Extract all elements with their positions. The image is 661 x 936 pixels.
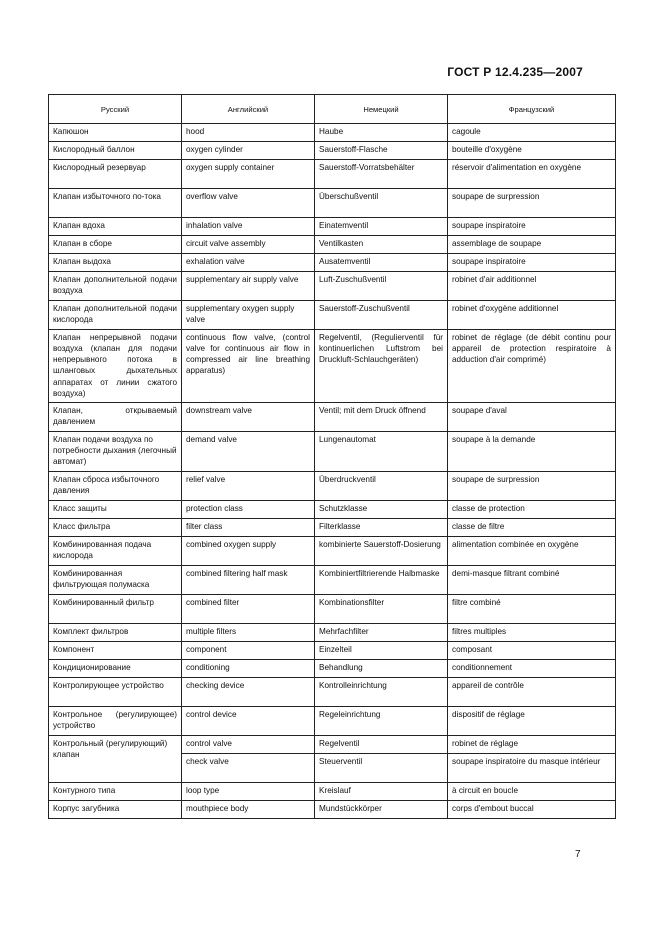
table-row xyxy=(49,736,616,754)
glossary-table xyxy=(48,94,616,819)
table-header-row xyxy=(49,95,616,124)
cell-english: component xyxy=(182,642,315,660)
cell-english: protection class xyxy=(182,501,315,519)
cell-german: Ausatemventil xyxy=(315,254,448,272)
table-row xyxy=(49,472,616,501)
cell-english: demand valve xyxy=(182,432,315,472)
cell-russian: Компонент xyxy=(49,642,182,660)
table-row xyxy=(49,218,616,236)
cell-german: Schutzklasse xyxy=(315,501,448,519)
table-row xyxy=(49,254,616,272)
cell-russian: Контрольный (регулирующий) клапан xyxy=(49,736,182,783)
cell-german: Regelventil xyxy=(315,736,448,754)
cell-english: oxygen cylinder xyxy=(182,142,315,160)
cell-russian: Клапан сброса избыточного давления xyxy=(49,472,182,501)
table-row xyxy=(49,566,616,595)
cell-russian: Клапан избыточного по-тока xyxy=(49,189,182,218)
cell-english: check valve xyxy=(182,754,315,783)
cell-english: combined oxygen supply xyxy=(182,537,315,566)
cell-english: mouthpiece body xyxy=(182,801,315,819)
cell-english: checking device xyxy=(182,678,315,707)
cell-english: control valve xyxy=(182,736,315,754)
cell-russian: Клапан в сборе xyxy=(49,236,182,254)
cell-french: à circuit en boucle xyxy=(448,783,616,801)
cell-english: hood xyxy=(182,124,315,142)
table-row xyxy=(49,678,616,707)
table-row xyxy=(49,519,616,537)
table-row xyxy=(49,642,616,660)
column-header-english: Английский xyxy=(182,95,315,124)
column-header-german: Немецкий xyxy=(315,95,448,124)
cell-russian: Комбинированная фильтрующая полумаска xyxy=(49,566,182,595)
cell-french: soupape inspiratoire du masque intérieur xyxy=(448,754,616,783)
cell-german: Überschußventil xyxy=(315,189,448,218)
cell-russian: Корпус загубника xyxy=(49,801,182,819)
cell-english: continuous flow valve, (control valve for continuous air flow in compressed air line breathing apparatus) xyxy=(182,330,315,403)
cell-german: Kombiniertfiltrierende Halbmaske xyxy=(315,566,448,595)
cell-german: Einzelteil xyxy=(315,642,448,660)
cell-english: downstream valve xyxy=(182,403,315,432)
cell-german: Sauerstoff-Vorratsbehälter xyxy=(315,160,448,189)
table-row xyxy=(49,801,616,819)
column-header-russian: Русский xyxy=(49,95,182,124)
cell-russian: Контурного типа xyxy=(49,783,182,801)
cell-german: Kreislauf xyxy=(315,783,448,801)
cell-english: multiple filters xyxy=(182,624,315,642)
table-row xyxy=(49,142,616,160)
cell-french: filtres multiples xyxy=(448,624,616,642)
table-row xyxy=(49,301,616,330)
cell-french: soupape de surpression xyxy=(448,189,616,218)
cell-russian: Комплект фильтров xyxy=(49,624,182,642)
cell-french: robinet d'oxygène additionnel xyxy=(448,301,616,330)
cell-english: inhalation valve xyxy=(182,218,315,236)
cell-french: cagoule xyxy=(448,124,616,142)
cell-english: combined filtering half mask xyxy=(182,566,315,595)
cell-russian: Клапан дополнительной подачи воздуха xyxy=(49,272,182,301)
cell-french: appareil de contrôle xyxy=(448,678,616,707)
cell-french: robinet d'air additionnel xyxy=(448,272,616,301)
cell-english: supplementary oxygen supply valve xyxy=(182,301,315,330)
cell-english: overflow valve xyxy=(182,189,315,218)
cell-french: corps d'embout buccal xyxy=(448,801,616,819)
table-row xyxy=(49,330,616,403)
cell-german: Behandlung xyxy=(315,660,448,678)
cell-russian: Контролирующее устройство xyxy=(49,678,182,707)
cell-german: Mundstückkörper xyxy=(315,801,448,819)
cell-english: control device xyxy=(182,707,315,736)
cell-english: supplementary air supply valve xyxy=(182,272,315,301)
cell-russian: Клапан выдоха xyxy=(49,254,182,272)
table-row xyxy=(49,124,616,142)
cell-russian: Клапан вдоха xyxy=(49,218,182,236)
cell-german: Regeleinrichtung xyxy=(315,707,448,736)
cell-german: Sauerstoff-Zuschußventil xyxy=(315,301,448,330)
cell-french: soupape d'aval xyxy=(448,403,616,432)
column-header-french: Французский xyxy=(448,95,616,124)
table-row xyxy=(49,501,616,519)
cell-russian: Клапан непрерывной подачи воздуха (клапан для подачи непрерывного потока в шланговых дыхательных аппаратах от линии сжатого воздуха) xyxy=(49,330,182,403)
cell-german: Ventil; mit dem Druck öffnend xyxy=(315,403,448,432)
cell-german: Ventilkasten xyxy=(315,236,448,254)
table-row xyxy=(49,236,616,254)
cell-french: robinet de réglage xyxy=(448,736,616,754)
cell-french: alimentation combinée en oxygène xyxy=(448,537,616,566)
cell-english: circuit valve assembly xyxy=(182,236,315,254)
cell-french: soupape de surpression xyxy=(448,472,616,501)
cell-german: Haube xyxy=(315,124,448,142)
cell-german: Einatemventil xyxy=(315,218,448,236)
cell-french: soupape inspiratoire xyxy=(448,218,616,236)
table-row xyxy=(49,189,616,218)
table-row xyxy=(49,160,616,189)
cell-german: Filterklasse xyxy=(315,519,448,537)
cell-english: filter class xyxy=(182,519,315,537)
cell-english: oxygen supply container xyxy=(182,160,315,189)
cell-french: soupape à la demande xyxy=(448,432,616,472)
table-row xyxy=(49,783,616,801)
cell-russian: Клапан, открываемый давлением xyxy=(49,403,182,432)
cell-english: combined filter xyxy=(182,595,315,624)
cell-german: Sauerstoff-Flasche xyxy=(315,142,448,160)
cell-french: classe de protection xyxy=(448,501,616,519)
cell-french: réservoir d'alimentation en oxygène xyxy=(448,160,616,189)
cell-russian: Класс защиты xyxy=(49,501,182,519)
table-row xyxy=(49,432,616,472)
cell-german: Mehrfachfilter xyxy=(315,624,448,642)
cell-german: kombinierte Sauerstoff-Dosierung xyxy=(315,537,448,566)
cell-russian: Комбинированная подача кислорода xyxy=(49,537,182,566)
cell-english: conditioning xyxy=(182,660,315,678)
page-number: 7 xyxy=(575,849,581,860)
cell-french: dispositif de réglage xyxy=(448,707,616,736)
cell-german: Steuerventil xyxy=(315,754,448,783)
cell-russian: Капюшон xyxy=(49,124,182,142)
cell-german: Kontrolleinrichtung xyxy=(315,678,448,707)
table-row xyxy=(49,624,616,642)
cell-french: conditionnement xyxy=(448,660,616,678)
table-row xyxy=(49,595,616,624)
cell-french: composant xyxy=(448,642,616,660)
cell-russian: Комбинированный фильтр xyxy=(49,595,182,624)
cell-german: Lungenautomat xyxy=(315,432,448,472)
cell-french: classe de filtre xyxy=(448,519,616,537)
cell-russian: Клапан дополнительной подачи кислорода xyxy=(49,301,182,330)
cell-english: relief valve xyxy=(182,472,315,501)
cell-german: Luft-Zuschußventil xyxy=(315,272,448,301)
cell-french: demi-masque filtrant combiné xyxy=(448,566,616,595)
cell-german: Kombinationsfilter xyxy=(315,595,448,624)
cell-english: loop type xyxy=(182,783,315,801)
table-row xyxy=(49,403,616,432)
cell-russian: Класс фильтра xyxy=(49,519,182,537)
cell-french: bouteille d'oxygène xyxy=(448,142,616,160)
cell-english: exhalation valve xyxy=(182,254,315,272)
cell-russian: Кислородный резервуар xyxy=(49,160,182,189)
standard-code: ГОСТ Р 12.4.235—2007 xyxy=(447,65,583,79)
cell-russian: Клапан подачи воздуха по потребности дыхания (легочный автомат) xyxy=(49,432,182,472)
cell-french: robinet de réglage (de débit continu pour appareil de protection respiratoire à adduction d'air comprimé) xyxy=(448,330,616,403)
cell-russian: Контрольное (регулирующее) устройство xyxy=(49,707,182,736)
cell-french: filtre combiné xyxy=(448,595,616,624)
table-row xyxy=(49,660,616,678)
table-row xyxy=(49,272,616,301)
table-row xyxy=(49,707,616,736)
cell-french: assemblage de soupape xyxy=(448,236,616,254)
table-row xyxy=(49,537,616,566)
cell-german: Überdruckventil xyxy=(315,472,448,501)
cell-russian: Кондиционирование xyxy=(49,660,182,678)
cell-french: soupape inspiratoire xyxy=(448,254,616,272)
cell-russian: Кислородный баллон xyxy=(49,142,182,160)
cell-german: Regelventil, (Regulierventil für kontinuerlichen Luftstrom bei Druckluft-Schlauchgeräten) xyxy=(315,330,448,403)
